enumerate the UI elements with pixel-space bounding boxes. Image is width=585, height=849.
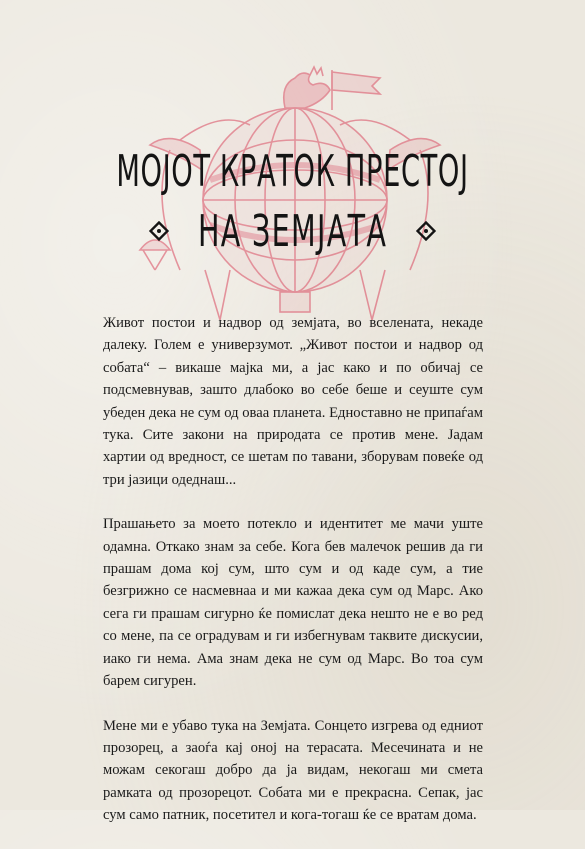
title-line-2: НА ЗЕМЈАТА <box>197 205 388 257</box>
diamond-ornament-icon <box>416 221 436 241</box>
title-line-2-row <box>0 203 585 259</box>
story-text <box>103 312 483 849</box>
diamond-ornament-icon <box>149 221 169 241</box>
paragraph: Мене ми е убаво тука на Земјата. Сонцето изгрева од едниот прозорец, а заоѓа кај оној на терасата. Месечината и не можам секогаш добро да ја видам, некогаш ми смета рамката од прозорецот. Собата ми е прекрасна. Сепак, јас сум само патник, посетител и кога-тогаш ќе се вратам дома. <box>103 717 483 824</box>
paragraph: Прашањето за моето потекло и идентитет ме мачи уште одамна. Откако знам за себе. Кога бев малечок решив да ги прашам дома кој сум, што сум и од каде сум, а тие безгрижно се насмевнаа и ми кажаа дека сум од Марс. Ако сега ги прашам сигурно ќе помислат дека нешто не е во ред со мене, па се оградувам и ги избегнувам таквите дискусии, иако ги нема. Ама знам дека не сум од Марс. Во тоа сум барем сигурен. <box>103 516 483 690</box>
paragraph: Живот постои и надвор од земјата, во вселената, некаде далеку. Голем е универзумот. „Живот постои и надвор од собата“ – викаше мајка ми, а јас како и по обичај се подсмевнував, зашто длабоко во себе беше и сеуште сум убеден дека не сум од оваа планета. Едноставно не припаѓам тука. Сите закони на природата се против мене. Јадам хартии од вредност, се шетам по тавани, зборувам повеќе од три јазици одеднаш... <box>103 315 483 488</box>
title-line-1: МОЈОТ КРАТОК ПРЕСТОЈ <box>116 146 469 197</box>
